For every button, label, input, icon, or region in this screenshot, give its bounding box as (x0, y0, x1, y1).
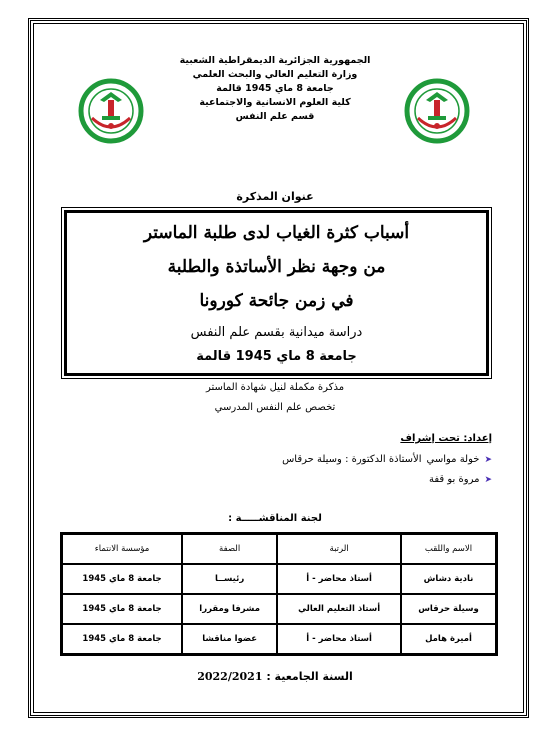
university-name: جامعة 8 ماي 1945 قالمة (216, 83, 334, 94)
thesis-title-box (64, 210, 489, 376)
title-line-1: أسباب كثرة الغياب لدى طلبة الماستر (143, 223, 410, 243)
preparation-label: إعداد: تحت إشراف (400, 433, 492, 444)
republic-name: الجمهورية الجزائرية الديمقراطية الشعبية (179, 55, 371, 66)
title-line-3: في زمن جائحة كورونا (199, 291, 354, 311)
title-line-5: جامعة 8 ماي 1945 قالمة (196, 349, 357, 364)
jury-role-cell: مشرفا ومقررا (182, 594, 277, 624)
title-line-2: من وجهة نظر الأساتذة والطلبة (167, 257, 386, 277)
jury-rank-cell: أستاذ التعليم العالي (277, 594, 401, 624)
jury-name-cell: نادية دشاش (401, 564, 496, 594)
jury-name-cell: أميرة هامل (401, 624, 496, 654)
jury-header-cell: مؤسسة الانتماء (62, 534, 182, 564)
academic-year-value: 2022/2021 (197, 670, 263, 683)
committee-title: لجنة المناقشـــــة : (228, 513, 322, 524)
table-row (62, 624, 496, 654)
jury-header-cell: الصفة (182, 534, 277, 564)
table-row (62, 594, 496, 624)
institution-header (150, 54, 400, 124)
jury-header-cell: الاسم واللقب (401, 534, 496, 564)
jury-rank-cell: أستاذ محاضر - أ (277, 564, 401, 594)
jury-institution-cell: جامعة 8 ماي 1945 (62, 624, 182, 654)
specialty-line: تخصص علم النفس المدرسي (214, 402, 336, 413)
jury-institution-cell: جامعة 8 ماي 1945 (62, 564, 182, 594)
student-name-1: خولة مواسي (426, 454, 480, 465)
jury-name-cell: وسيلة حرقاس (401, 594, 496, 624)
supervisor-name: الأستاذة الدكتورة : وسيلة حرقاس (282, 454, 422, 465)
jury-role-cell: عضوا مناقشا (182, 624, 277, 654)
jury-institution-cell: جامعة 8 ماي 1945 (62, 594, 182, 624)
jury-rank-cell: أستاذ محاضر - أ (277, 624, 401, 654)
bullet-arrow-icon: ➤ (484, 474, 492, 485)
thesis-title-label: عنوان المذكرة (236, 190, 314, 203)
department-name: قسم علم النفس (235, 111, 315, 122)
ministry-name: وزارة التعليم العالي والبحث العلمي (192, 69, 358, 80)
university-logo-right (404, 78, 470, 144)
jury-header-cell: الرتبة (277, 534, 401, 564)
jury-role-cell: رئيســا (182, 564, 277, 594)
title-line-4: دراسة ميدانية بقسم علم النفس (190, 325, 363, 340)
jury-header-row (62, 534, 496, 564)
preparation-row-1 (230, 454, 492, 465)
preparation-row-2 (230, 474, 492, 485)
student-name-2: مروة بو قفة (429, 474, 480, 485)
degree-line: مذكرة مكملة لنيل شهادة الماستر (205, 382, 345, 393)
jury-table (60, 532, 498, 656)
academic-year-label: السنة الجامعية : (266, 670, 353, 683)
university-logo-left (78, 78, 144, 144)
table-row (62, 564, 496, 594)
bullet-arrow-icon: ➤ (484, 454, 492, 465)
academic-year (0, 670, 550, 683)
faculty-name: كلية العلوم الانسانية والاجتماعية (199, 97, 351, 108)
